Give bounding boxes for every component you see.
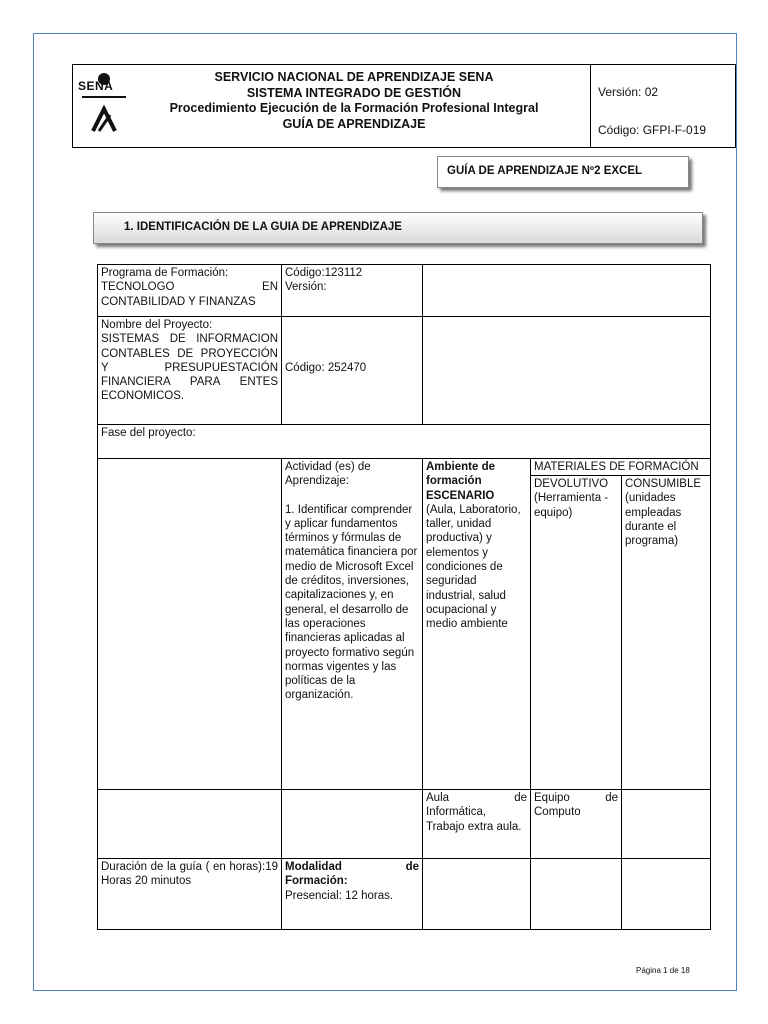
section-heading: 1. IDENTIFICACIÓN DE LA GUIA DE APRENDIZAJE bbox=[124, 221, 402, 233]
activity-text: 1. Identificar comprender y aplicar fundamentos términos y fórmulas de matemática financiera por medio de Microsoft Excel de créditos, inversiones, capitalizaciones y, en general, el desarrollo de las operaciones financieras aplicadas al proyecto formativo según normas vigentes y las políticas de la organización. bbox=[285, 503, 418, 702]
header-line-2: SISTEMA INTEGRADO DE GESTIÓN bbox=[246, 85, 462, 100]
project-value: SISTEMAS DE INFORMACION CONTABLES DE PROYECCIÓN Y PRESUPUESTACIÓN FINANCIERA PARA ENTES ECONOMICOS. bbox=[101, 333, 278, 403]
consumible-cell: CONSUMIBLE (unidades empleadas durante el programa) bbox=[621, 475, 711, 790]
empty-cell bbox=[530, 858, 622, 930]
empty-cell bbox=[621, 789, 711, 859]
empty-cell bbox=[97, 789, 282, 859]
section-heading-box bbox=[93, 212, 703, 244]
program-code-cell bbox=[281, 264, 423, 317]
program-value: TECNOLOGO EN CONTABILIDAD Y FINANZAS bbox=[101, 281, 278, 308]
devolutivo-cell: DEVOLUTIVO (Herramienta - equipo) bbox=[530, 475, 622, 790]
modality-label: Modalidad de Formación: bbox=[285, 861, 419, 888]
activity-cell bbox=[281, 458, 423, 790]
environment-value-cell bbox=[422, 789, 531, 859]
project-cell bbox=[97, 316, 282, 425]
duration-text: Duración de la guía ( en horas):19 Horas 20 minutos bbox=[101, 861, 278, 888]
guide-title: GUÍA DE APRENDIZAJE Nº2 EXCEL bbox=[447, 165, 643, 177]
program-label: Programa de Formación: bbox=[101, 267, 229, 279]
duration-cell bbox=[97, 858, 282, 930]
project-code: Código: 252470 bbox=[285, 362, 367, 374]
empty-cell bbox=[621, 858, 711, 930]
logo-text: SENA bbox=[78, 79, 114, 93]
environment-text: (Aula, Laboratorio, taller, unidad productiva) y elementos y condiciones de seguridad industrial, salud ocupacional y medio ambiente bbox=[426, 503, 521, 631]
program-cell bbox=[97, 264, 282, 317]
project-label: Nombre del Proyecto: bbox=[101, 319, 213, 331]
environment-heading: Ambiente de formación ESCENARIO bbox=[426, 461, 496, 502]
empty-cell bbox=[422, 316, 711, 425]
modality-cell bbox=[281, 858, 423, 930]
environment-cell bbox=[422, 458, 531, 790]
phase-cell bbox=[97, 424, 711, 459]
empty-cell bbox=[422, 264, 711, 317]
page-number: Página 1 de 18 bbox=[636, 966, 690, 975]
program-code: Código:123112 bbox=[285, 267, 363, 279]
equipment-cell bbox=[530, 789, 622, 859]
equipment-value: Equipo de Computo bbox=[534, 792, 618, 819]
header-line-3: Procedimiento Ejecución de la Formación Profesional Integral bbox=[169, 101, 539, 115]
environment-value: Aula de Informática, Trabajo extra aula. bbox=[426, 792, 527, 833]
activity-heading: Actividad (es) de Aprendizaje: bbox=[285, 461, 371, 488]
empty-cell bbox=[281, 789, 423, 859]
header-line-1: SERVICIO NACIONAL DE APRENDIZAJE SENA bbox=[214, 70, 494, 84]
header-meta bbox=[591, 65, 736, 147]
program-version: Versión: bbox=[285, 281, 327, 294]
code-label: Código: GFPI-F-019 bbox=[598, 123, 707, 137]
materials-heading-cell bbox=[530, 458, 711, 476]
header-line-4: GUÍA DE APRENDIZAJE bbox=[282, 116, 426, 131]
empty-cell bbox=[422, 858, 531, 930]
phase-label: Fase del proyecto: bbox=[101, 427, 196, 439]
header-title-block bbox=[73, 65, 591, 147]
materials-heading: MATERIALES DE FORMACIÓN bbox=[534, 461, 699, 473]
document-header bbox=[72, 64, 736, 148]
modality-value: Presencial: 12 horas. bbox=[285, 889, 394, 902]
empty-cell bbox=[97, 458, 282, 790]
version-label: Versión: 02 bbox=[598, 85, 659, 99]
project-code-cell bbox=[281, 316, 423, 425]
guide-title-box bbox=[437, 156, 689, 188]
